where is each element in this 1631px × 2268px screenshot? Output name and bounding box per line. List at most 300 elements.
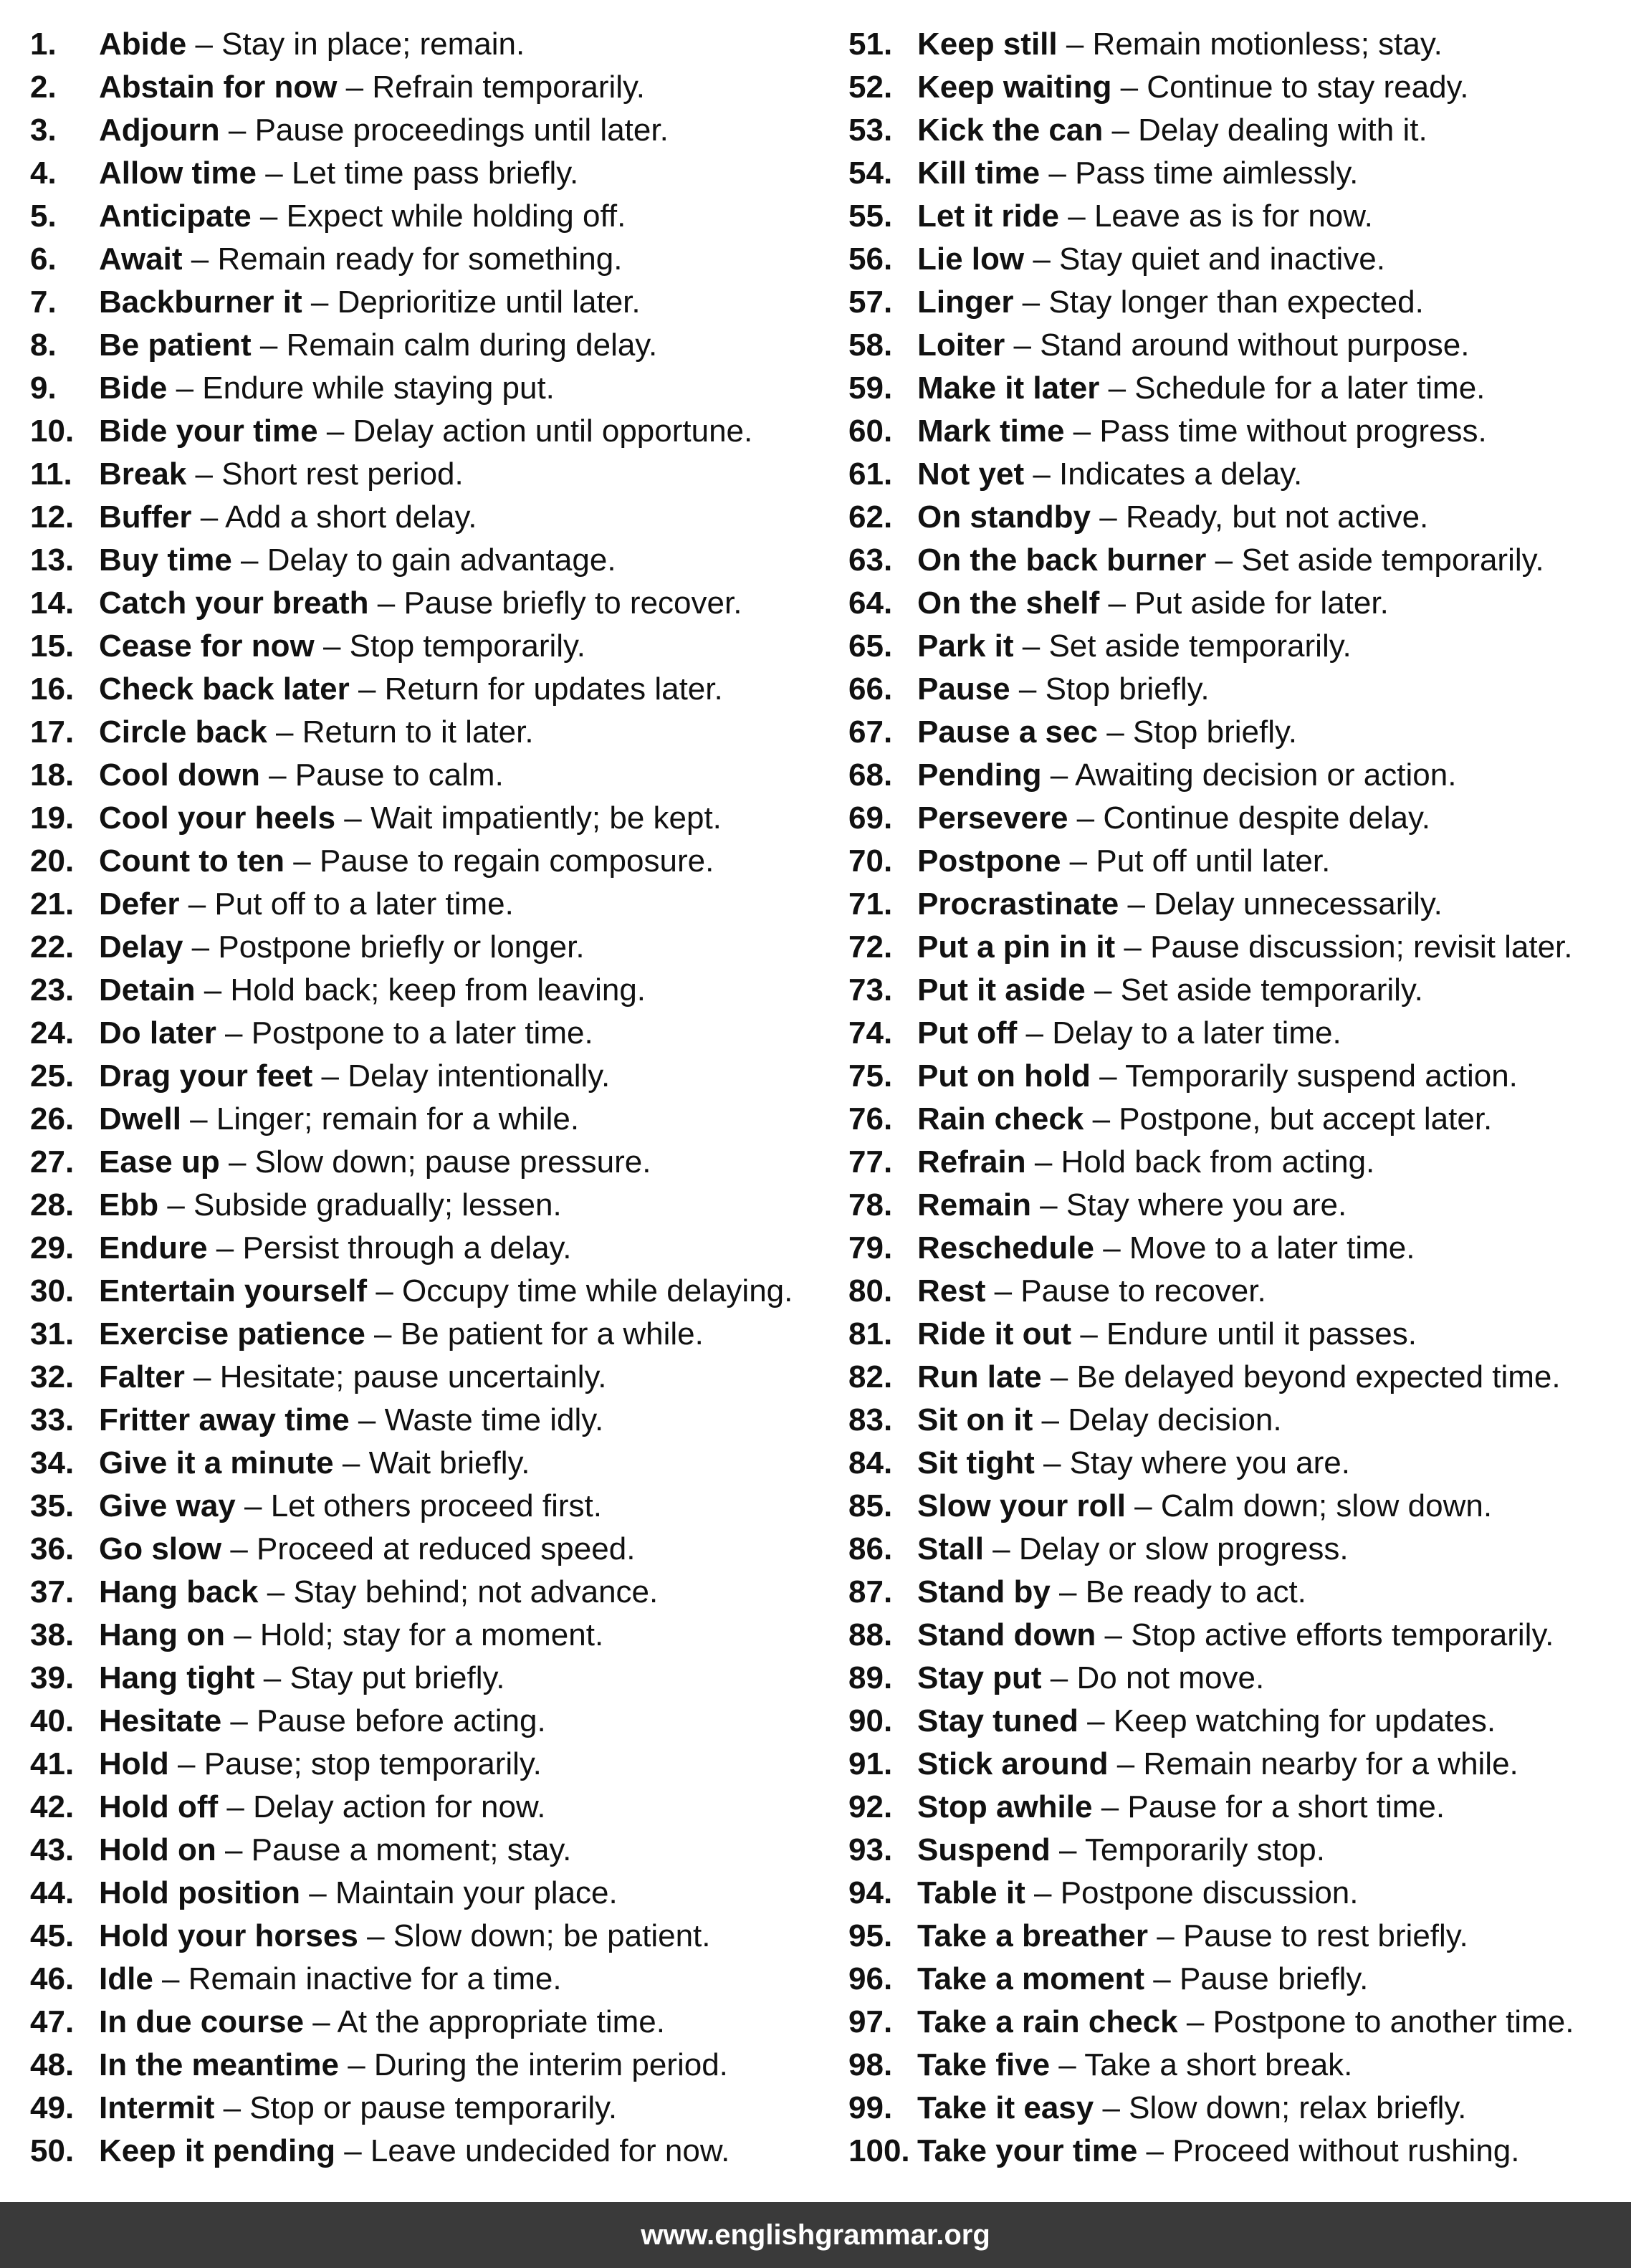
item-term: Kill time	[917, 155, 1041, 191]
item-separator: –	[1034, 1445, 1070, 1480]
item-text	[99, 582, 742, 625]
item-number: 9.	[30, 370, 57, 406]
item-number: 88.	[848, 1617, 893, 1652]
item-term: Stand down	[917, 1617, 1096, 1652]
item-separator: –	[214, 2090, 250, 2125]
item-number: 99.	[848, 2090, 893, 2125]
item-number: 12.	[30, 499, 75, 535]
list-item	[30, 1786, 826, 1829]
item-term: Hold off	[99, 1789, 219, 1824]
item-separator: –	[1099, 370, 1135, 406]
item-separator: –	[207, 1230, 243, 1265]
item-definition: At the appropriate time.	[337, 2004, 665, 2039]
item-number: 20.	[30, 843, 75, 879]
item-definition: Delay intentionally.	[348, 1058, 611, 1094]
item-separator: –	[1119, 886, 1154, 922]
item-term: Not yet	[917, 456, 1025, 492]
item-term: Stand by	[917, 1574, 1051, 1609]
item-separator: –	[1013, 284, 1049, 320]
list-item	[30, 23, 826, 66]
item-definition: Remain nearby for a while.	[1143, 1746, 1518, 1781]
item-number: 65.	[848, 628, 893, 664]
item-text	[917, 66, 1469, 109]
list-item	[30, 324, 826, 367]
item-definition: Delay action until opportune.	[353, 413, 753, 449]
list-item	[848, 1356, 1622, 1399]
item-text	[917, 1399, 1282, 1442]
item-number: 94.	[848, 1875, 893, 1910]
list-item	[848, 1958, 1622, 2001]
item-definition: Pause to rest briefly.	[1182, 1918, 1468, 1953]
item-number: 79.	[848, 1230, 893, 1265]
item-term: Persevere	[917, 800, 1068, 836]
item-term: Ebb	[99, 1187, 159, 1222]
item-definition: Do not move.	[1076, 1660, 1265, 1695]
item-number: 95.	[848, 1918, 893, 1953]
item-term: Keep waiting	[917, 70, 1112, 105]
item-definition: Stop briefly.	[1045, 671, 1210, 707]
item-definition: Take a short break.	[1084, 2047, 1353, 2082]
item-term: On the shelf	[917, 585, 1100, 621]
item-number: 60.	[848, 413, 893, 449]
item-definition: Subside gradually; lessen.	[193, 1187, 562, 1222]
list-item	[848, 1657, 1622, 1700]
item-text	[917, 582, 1389, 625]
item-term: Rain check	[917, 1101, 1084, 1137]
list-item	[848, 1270, 1622, 1313]
item-term: In the meantime	[99, 2047, 339, 2082]
item-separator: –	[221, 1531, 257, 1566]
item-term: Take a rain check	[917, 2004, 1178, 2039]
item-separator: –	[333, 1445, 369, 1480]
item-text	[917, 1485, 1492, 1528]
item-separator: –	[181, 1101, 216, 1137]
item-separator: –	[219, 1144, 255, 1180]
list-item	[30, 1872, 826, 1915]
list-item	[30, 711, 826, 754]
item-text	[99, 1958, 562, 2001]
list-item	[30, 281, 826, 324]
item-definition: Delay action for now.	[253, 1789, 546, 1824]
list-item	[30, 1485, 826, 1528]
list-item	[30, 1012, 826, 1055]
item-text	[917, 1743, 1518, 1786]
item-number: 55.	[848, 198, 893, 234]
item-number: 26.	[30, 1101, 75, 1137]
item-number: 31.	[30, 1316, 75, 1351]
item-term: Bide your time	[99, 413, 318, 449]
item-number: 73.	[848, 972, 893, 1008]
item-term: Await	[99, 241, 183, 277]
item-definition: Set aside temporarily.	[1120, 972, 1423, 1008]
item-text	[917, 969, 1423, 1012]
item-definition: Pause briefly to recover.	[403, 585, 742, 621]
item-definition: Awaiting decision or action.	[1075, 757, 1457, 793]
list-item	[30, 1227, 826, 1270]
item-term: Stay tuned	[917, 1703, 1078, 1738]
item-separator: –	[337, 70, 373, 105]
item-term: In due course	[99, 2004, 305, 2039]
list-item	[848, 1614, 1622, 1657]
list-item	[30, 1055, 826, 1098]
list-item	[848, 1399, 1622, 1442]
item-term: Adjourn	[99, 113, 220, 148]
item-term: Sit tight	[917, 1445, 1035, 1480]
item-term: Remain	[917, 1187, 1031, 1222]
item-number: 58.	[848, 327, 893, 363]
item-number: 16.	[30, 671, 75, 707]
item-text	[917, 367, 1485, 410]
item-number: 87.	[848, 1574, 893, 1609]
item-definition: Put off until later.	[1096, 843, 1331, 879]
list-item	[30, 539, 826, 582]
item-definition: Add a short delay.	[225, 499, 477, 535]
item-number: 90.	[848, 1703, 893, 1738]
list-item	[30, 1442, 826, 1485]
list-item	[848, 23, 1622, 66]
list-item	[30, 797, 826, 840]
item-term: On the back burner	[917, 542, 1207, 578]
item-term: Delay	[99, 929, 183, 965]
item-number: 44.	[30, 1875, 75, 1910]
item-separator: –	[218, 1789, 254, 1824]
item-text	[917, 539, 1544, 582]
item-separator: –	[1005, 327, 1041, 363]
item-definition: Return for updates later.	[384, 671, 723, 707]
item-text	[99, 1700, 546, 1743]
list-item	[848, 1743, 1622, 1786]
item-separator: –	[1059, 198, 1094, 234]
item-term: Put on hold	[917, 1058, 1091, 1094]
item-term: Circle back	[99, 714, 267, 750]
item-definition: Remain ready for something.	[217, 241, 623, 277]
item-term: Do later	[99, 1015, 216, 1051]
item-separator: –	[312, 1058, 348, 1094]
item-text	[99, 410, 752, 453]
list-item	[30, 1141, 826, 1184]
list-item	[30, 238, 826, 281]
item-term: Abide	[99, 27, 187, 62]
item-definition: Stay where you are.	[1069, 1445, 1350, 1480]
item-term: Hesitate	[99, 1703, 222, 1738]
item-separator: –	[1099, 585, 1135, 621]
item-number: 29.	[30, 1230, 75, 1265]
item-number: 25.	[30, 1058, 75, 1094]
item-term: Rest	[917, 1273, 986, 1308]
item-number: 56.	[848, 241, 893, 277]
item-definition: Pause to recover.	[1020, 1273, 1266, 1308]
item-text	[99, 926, 585, 969]
item-definition: Endure until it passes.	[1106, 1316, 1417, 1351]
item-separator: –	[219, 113, 255, 148]
item-text	[99, 2044, 728, 2087]
item-term: Hold your horses	[99, 1918, 358, 1953]
list-item	[30, 883, 826, 926]
item-number: 97.	[848, 2004, 893, 2039]
item-text	[99, 453, 464, 496]
list-item	[848, 1786, 1622, 1829]
item-term: Take five	[917, 2047, 1051, 2082]
item-number: 28.	[30, 1187, 75, 1222]
item-term: Stall	[917, 1531, 984, 1566]
item-separator: –	[1030, 1187, 1066, 1222]
item-term: Postpone	[917, 843, 1061, 879]
item-number: 18.	[30, 757, 75, 793]
item-separator: –	[335, 800, 370, 836]
item-separator: –	[257, 155, 292, 191]
item-number: 50.	[30, 2133, 75, 2168]
item-separator: –	[1144, 1961, 1180, 1996]
list-item	[848, 625, 1622, 668]
item-text	[917, 1614, 1554, 1657]
item-definition: Hold back from acting.	[1061, 1144, 1375, 1180]
item-number: 69.	[848, 800, 893, 836]
list-item	[848, 797, 1622, 840]
item-definition: Slow down; pause pressure.	[254, 1144, 651, 1180]
item-term: Hold position	[99, 1875, 301, 1910]
item-separator: –	[1050, 2047, 1085, 2082]
item-separator: –	[179, 886, 215, 922]
item-number: 13.	[30, 542, 75, 578]
item-term: Intermit	[99, 2090, 215, 2125]
item-definition: Return to it later.	[302, 714, 534, 750]
item-number: 100.	[848, 2133, 910, 2168]
item-term: Detain	[99, 972, 196, 1008]
item-number: 67.	[848, 714, 893, 750]
item-separator: –	[302, 284, 338, 320]
list-item	[30, 2044, 826, 2087]
item-number: 54.	[848, 155, 893, 191]
item-definition: Leave as is for now.	[1094, 198, 1373, 234]
item-number: 30.	[30, 1273, 75, 1308]
list-item	[848, 1829, 1622, 1872]
item-definition: Remain inactive for a time.	[188, 1961, 562, 1996]
item-definition: Stay behind; not advance.	[293, 1574, 659, 1609]
list-item	[848, 539, 1622, 582]
item-number: 91.	[848, 1746, 893, 1781]
item-term: Put a pin in it	[917, 929, 1116, 965]
item-term: Take your time	[917, 2133, 1138, 2168]
item-term: Drag your feet	[99, 1058, 313, 1094]
item-text	[917, 109, 1427, 152]
item-term: Cease for now	[99, 628, 315, 664]
item-separator: –	[300, 1875, 335, 1910]
item-text	[917, 453, 1302, 496]
item-term: Endure	[99, 1230, 208, 1265]
item-term: Bide	[99, 370, 168, 406]
item-definition: Set aside temporarily.	[1048, 628, 1352, 664]
item-term: Hold on	[99, 1832, 216, 1867]
list-item	[848, 410, 1622, 453]
list-item	[30, 195, 826, 238]
item-term: Take it easy	[917, 2090, 1094, 2125]
list-item	[848, 582, 1622, 625]
item-text	[917, 152, 1358, 195]
list-item	[848, 1141, 1622, 1184]
item-number: 8.	[30, 327, 57, 363]
list-item	[30, 754, 826, 797]
item-definition: Ready, but not active.	[1125, 499, 1429, 535]
item-definition: Pass time aimlessly.	[1075, 155, 1359, 191]
item-number: 5.	[30, 198, 57, 234]
item-text	[917, 1571, 1306, 1614]
list-item	[848, 1485, 1622, 1528]
item-definition: Let time pass briefly.	[291, 155, 579, 191]
item-text	[917, 1442, 1350, 1485]
list-item	[30, 1313, 826, 1356]
item-text	[99, 1442, 530, 1485]
list-item	[30, 2087, 826, 2130]
item-definition: Persist through a delay.	[242, 1230, 572, 1265]
list-item	[848, 238, 1622, 281]
list-item	[848, 2130, 1622, 2173]
item-term: Give it a minute	[99, 1445, 334, 1480]
item-term: Keep it pending	[99, 2133, 335, 2168]
item-number: 57.	[848, 284, 893, 320]
item-text	[917, 1872, 1359, 1915]
item-separator: –	[1094, 1230, 1129, 1265]
item-definition: Postpone to a later time.	[251, 1015, 593, 1051]
item-definition: Slow down; relax briefly.	[1129, 2090, 1467, 2125]
item-text	[917, 23, 1443, 66]
item-separator: –	[338, 2047, 374, 2082]
item-definition: Wait impatiently; be kept.	[370, 800, 722, 836]
list-item	[848, 453, 1622, 496]
item-separator: –	[1041, 1660, 1077, 1695]
item-text	[99, 1786, 546, 1829]
item-separator: –	[1013, 628, 1049, 664]
list-item	[848, 1872, 1622, 1915]
item-separator: –	[1050, 1832, 1085, 1867]
item-separator: –	[985, 1273, 1021, 1308]
item-term: Dwell	[99, 1101, 181, 1137]
list-item	[848, 1571, 1622, 1614]
item-text	[917, 754, 1456, 797]
item-number: 46.	[30, 1961, 75, 1996]
item-term: Buy time	[99, 542, 232, 578]
item-text	[99, 539, 616, 582]
item-definition: Stay quiet and inactive.	[1059, 241, 1385, 277]
item-text	[917, 1528, 1349, 1571]
list-item	[30, 1571, 826, 1614]
item-definition: Pause proceedings until later.	[254, 113, 669, 148]
item-term: Lie low	[917, 241, 1025, 277]
list-item	[848, 1700, 1622, 1743]
item-number: 53.	[848, 113, 893, 148]
item-definition: Indicates a delay.	[1059, 456, 1303, 492]
item-text	[99, 1915, 711, 1958]
item-text	[917, 1786, 1445, 1829]
item-term: Park it	[917, 628, 1014, 664]
item-separator: –	[1097, 714, 1133, 750]
item-term: Anticipate	[99, 198, 252, 234]
item-text	[917, 238, 1385, 281]
item-definition: Temporarily stop.	[1084, 1832, 1325, 1867]
item-text	[99, 883, 514, 926]
item-separator: –	[216, 1832, 252, 1867]
item-definition: Continue to stay ready.	[1147, 70, 1469, 105]
item-number: 22.	[30, 929, 75, 965]
item-number: 63.	[848, 542, 893, 578]
item-definition: Postpone discussion.	[1060, 1875, 1359, 1910]
item-number: 1.	[30, 27, 57, 62]
item-term: Sit on it	[917, 1402, 1033, 1437]
item-term: Falter	[99, 1359, 185, 1394]
item-text	[99, 367, 555, 410]
item-text	[917, 324, 1469, 367]
item-separator: –	[186, 27, 222, 62]
item-definition: Delay or slow progress.	[1018, 1531, 1349, 1566]
item-text	[99, 324, 657, 367]
list-item	[848, 2001, 1622, 2044]
item-definition: Stay in place; remain.	[221, 27, 525, 62]
item-separator: –	[182, 241, 218, 277]
item-term: Allow time	[99, 155, 257, 191]
item-text	[917, 1958, 1368, 2001]
item-separator: –	[1025, 1875, 1061, 1910]
item-number: 23.	[30, 972, 75, 1008]
item-definition: Expect while holding off.	[286, 198, 626, 234]
item-term: Go slow	[99, 1531, 222, 1566]
list-item	[848, 1184, 1622, 1227]
item-number: 64.	[848, 585, 893, 621]
item-text	[99, 238, 622, 281]
item-number: 17.	[30, 714, 75, 750]
item-separator: –	[1137, 2133, 1173, 2168]
list-item	[848, 1012, 1622, 1055]
item-text	[917, 797, 1430, 840]
item-separator: –	[1071, 1316, 1107, 1351]
item-definition: Remain calm during delay.	[286, 327, 658, 363]
item-definition: Stand around without purpose.	[1040, 327, 1470, 363]
item-separator: –	[184, 1359, 220, 1394]
item-separator: –	[365, 1316, 401, 1351]
item-text	[917, 1184, 1347, 1227]
item-number: 37.	[30, 1574, 75, 1609]
item-separator: –	[1084, 1101, 1119, 1137]
item-separator: –	[349, 671, 385, 707]
item-separator: –	[1041, 1359, 1077, 1394]
item-separator: –	[335, 2133, 370, 2168]
item-text	[99, 1872, 618, 1915]
item-text	[99, 109, 669, 152]
item-number: 96.	[848, 1961, 893, 1996]
list-item	[30, 582, 826, 625]
item-number: 76.	[848, 1101, 893, 1137]
item-definition: Delay to gain advantage.	[267, 542, 616, 578]
item-separator: –	[1092, 1789, 1128, 1824]
item-term: Exercise patience	[99, 1316, 365, 1351]
item-number: 3.	[30, 113, 57, 148]
item-text	[917, 1700, 1496, 1743]
item-separator: –	[1041, 757, 1076, 793]
item-text	[917, 1055, 1518, 1098]
list-item	[848, 1528, 1622, 1571]
item-text	[99, 1098, 579, 1141]
item-number: 33.	[30, 1402, 75, 1437]
item-text	[917, 1313, 1417, 1356]
item-definition: Be delayed beyond expected time.	[1076, 1359, 1561, 1394]
item-term: Count to ten	[99, 843, 285, 879]
item-definition: Maintain your place.	[335, 1875, 618, 1910]
list-item	[30, 668, 826, 711]
item-separator: –	[191, 499, 226, 535]
item-term: Take a breather	[917, 1918, 1149, 1953]
item-definition: Slow down; be patient.	[393, 1918, 711, 1953]
footer-website: www.englishgrammar.org	[641, 2219, 990, 2251]
item-definition: Linger; remain for a while.	[216, 1101, 580, 1137]
item-definition: Stay put briefly.	[290, 1660, 505, 1695]
